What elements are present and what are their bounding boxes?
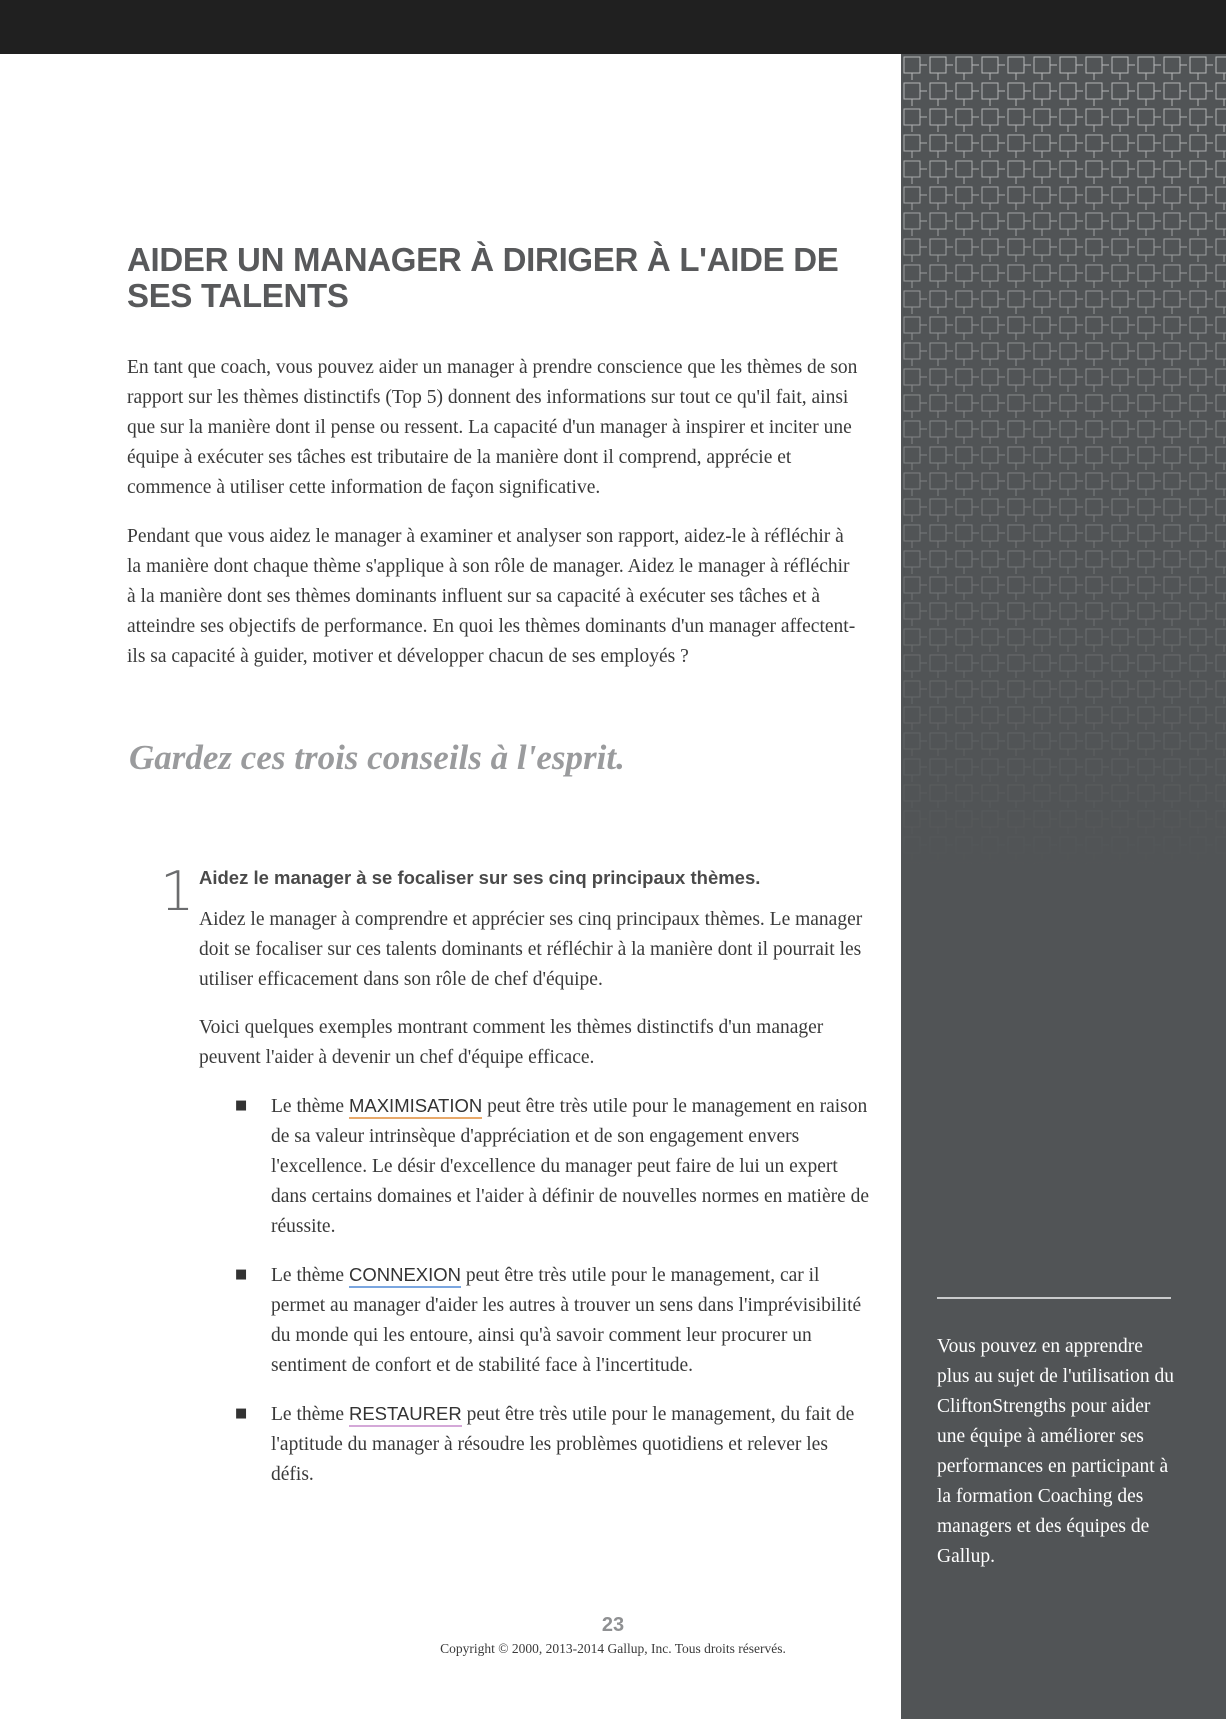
- sidebar: [901, 54, 1226, 1719]
- tip-number: 1: [160, 860, 195, 923]
- bullet-prefix: Le thème: [271, 1096, 345, 1117]
- bullet-prefix: Le thème: [271, 1265, 345, 1286]
- top-bar: [0, 0, 1226, 54]
- theme-name-connexion: CONNEXION: [349, 1264, 461, 1288]
- sidebar-divider: [937, 1297, 1171, 1299]
- page-title: AIDER UN MANAGER À DIRIGER À L'AIDE DE SES TALENTS: [127, 241, 839, 314]
- sidebar-grid-pattern: [901, 54, 1226, 874]
- bullet-text: peut être très utile pour le management, car il permet au manager d'aider les autres à trouver un sens dans l'imprévisibilité du monde qui les entoure, ainsi qu'à savoir comment leur procurer un sentiment de confort et de stabilité face à l'incertitude.: [271, 1265, 862, 1376]
- examples-intro: Voici quelques exemples montrant comment les thèmes distinctifs d'un manager peuvent l'aider à devenir un chef d'équipe efficace.: [199, 1017, 824, 1068]
- sidebar-note: Vous pouvez en apprendre plus au sujet de l'utilisation du CliftonStrengths pour aider une équipe à améliorer ses performances en participant à la formation Coaching des managers et des équipes de Gallup.: [937, 1335, 1174, 1567]
- theme-name-maximisation: MAXIMISATION: [349, 1095, 482, 1119]
- tip-body: Aidez le manager à comprendre et apprécier ses cinq principaux thèmes. Le manager doit se focaliser sur ces talents dominants et réfléchir à la manière dont il pourrait les utiliser efficacement dans son rôle de chef d'équipe.: [199, 909, 863, 990]
- tip-heading: Aidez le manager à se focaliser sur ses cinq principaux thèmes.: [199, 867, 761, 888]
- bullet-text: peut être très utile pour le management, du fait de l'aptitude du manager à résoudre les problèmes quotidiens et relever les défis.: [271, 1404, 855, 1485]
- list-item: [230, 1260, 870, 1381]
- list-item: [230, 1091, 870, 1242]
- bullet-prefix: Le thème: [271, 1404, 345, 1425]
- theme-examples-list: [230, 1091, 870, 1490]
- copyright-notice: Copyright © 2000, 2013-2014 Gallup, Inc. Tous droits réservés.: [440, 1641, 786, 1656]
- theme-name-restaurer: RESTAURER: [349, 1403, 462, 1427]
- tips-subheading: Gardez ces trois conseils à l'esprit.: [129, 738, 625, 777]
- intro-paragraph-2: Pendant que vous aidez le manager à examiner et analyser son rapport, aidez-le à réfléchir à la manière dont chaque thème s'applique à son rôle de manager. Aidez le manager à réfléchir à la manière dont ses thèmes dominants influent sur sa capacité à exécuter ses tâches et à atteindre ses objectifs de performance. En quoi les thèmes dominants d'un manager affectent-ils sa capacité à guider, motiver et développer chacun de ses employés ?: [127, 526, 856, 667]
- bullet-icon: ■: [235, 1098, 248, 1113]
- list-item: [230, 1399, 870, 1490]
- page-number: 23: [601, 1614, 625, 1636]
- bullet-icon: ■: [235, 1267, 248, 1282]
- bullet-icon: ■: [235, 1406, 248, 1421]
- intro-paragraph-1: En tant que coach, vous pouvez aider un manager à prendre conscience que les thèmes de son rapport sur les thèmes distinctifs (Top 5) donnent des informations sur tout ce qu'il fait, ainsi que sur la manière dont il pense ou ressent. La capacité d'un manager à inspirer et inciter une équipe à exécuter ses tâches est tributaire de la manière dont il comprend, apprécie et commence à utiliser cette information de façon significative.: [127, 357, 858, 498]
- bullet-text: peut être très utile pour le management en raison de sa valeur intrinsèque d'appréciation et de son engagement envers l'excellence. Le désir d'excellence du manager peut faire de lui un expert dans certains domaines et l'aider à définir de nouvelles normes en matière de réussite.: [271, 1096, 870, 1237]
